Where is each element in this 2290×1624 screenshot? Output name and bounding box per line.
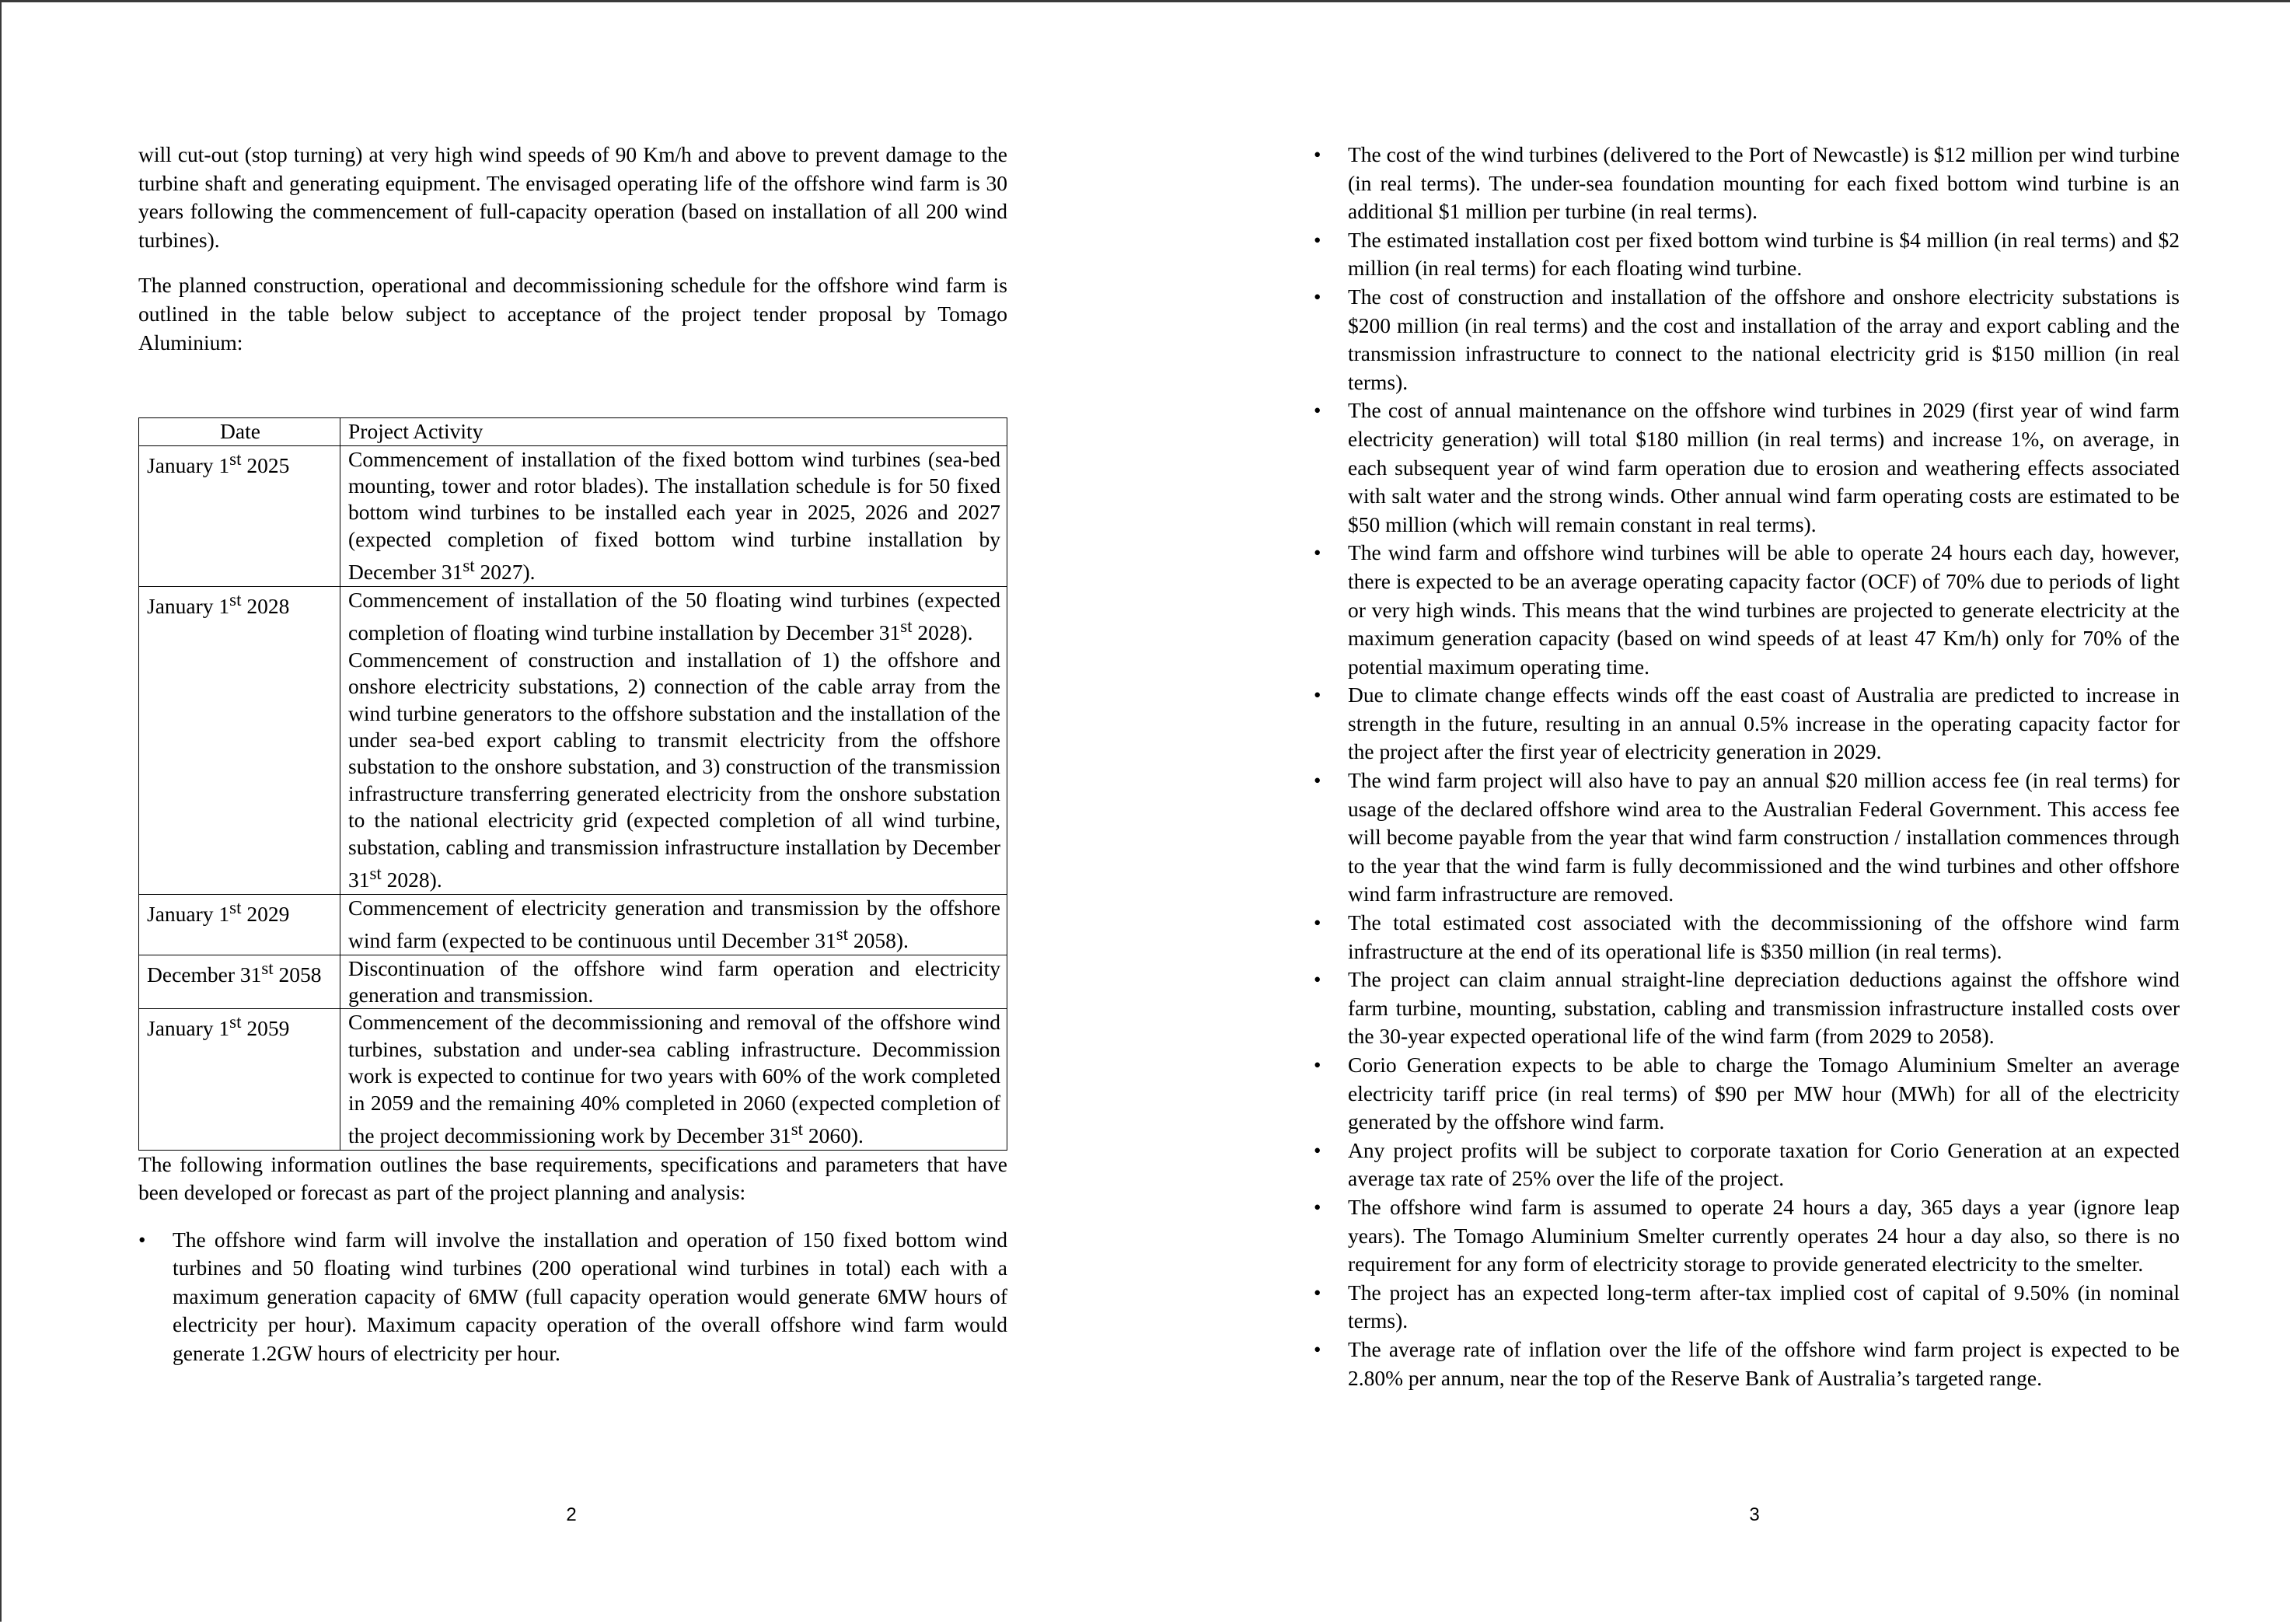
table-header-activity: Project Activity: [340, 418, 1007, 445]
list-item: • The cost of construction and installation of the offshore and onshore electricity substations is $200 million (in real terms) and the cost and installation of the array and export cabling and the transmission infrastructure to connect to the national electricity grid is $150 million (in real terms).: [1314, 283, 2180, 396]
table-cell-activity: Commencement of installation of the fixed bottom wind turbines (sea-bed mounting, tower and rotor blades). The installation schedule is for 50 fixed bottom wind turbines to be installed each year in 2025, 2026 and 2027 (expected completion of fixed bottom wind turbine installation by December 31st 2027).: [340, 445, 1007, 586]
table-cell-date: December 31st 2058: [139, 955, 340, 1009]
table-cell-activity: Commencement of electricity generation and transmission by the offshore wind farm (expected to be continuous until December 31st 2058).: [340, 894, 1007, 955]
list-item: • The project can claim annual straight-line depreciation deductions against the offshore wind farm turbine, mounting, substation, cabling and transmission infrastructure installed costs over the 30-year expected operational life of the wind farm (from 2029 to 2058).: [1314, 966, 2180, 1051]
list-item: • The total estimated cost associated with the decommissioning of the offshore wind farm infrastructure at the end of its operational life is $350 million (in real terms).: [1314, 909, 2180, 966]
page-number: 2: [566, 1504, 577, 1525]
table-cell-activity: Discontinuation of the offshore wind farm operation and electricity generation and transmission.: [340, 955, 1007, 1009]
table-cell-date: January 1st 2028: [139, 586, 340, 894]
schedule-table: [138, 417, 1007, 1150]
table-cell-date: January 1st 2059: [139, 1009, 340, 1150]
table-cell-activity: Commencement of the decommissioning and removal of the offshore wind turbines, substation and under-sea cabling infrastructure. Decommission work is expected to continue for two years with 60% of the work completed in 2059 and the remaining 40% completed in 2060 (expected completion of the project decommissioning work by December 31st 2060).: [340, 1009, 1007, 1150]
table-row: [139, 445, 1007, 586]
list-item: • The average rate of inflation over the life of the offshore wind farm project is expected to be 2.80% per annum, near the top of the Reserve Bank of Australia’s targeted range.: [1314, 1336, 2180, 1392]
table-header-date: Date: [139, 418, 340, 445]
list-item: • The wind farm project will also have to pay an annual $20 million access fee (in real terms) for usage of the declared offshore wind area to the Australian Federal Government. This access fee will become payable from the year that wind farm construction / installation commences through to the year that the wind farm is fully decommissioned and the wind turbines and other offshore wind farm infrastructure are removed.: [1314, 767, 2180, 909]
list-item: • Corio Generation expects to be able to charge the Tomago Aluminium Smelter an average electricity tariff price (in real terms) of $90 per MW hour (MWh) for all of the electricity generated by the offshore wind farm.: [1314, 1051, 2180, 1137]
table-row: [139, 1009, 1007, 1150]
list-item: • Any project profits will be subject to corporate taxation for Corio Generation at an expected average tax rate of 25% over the life of the project.: [1314, 1137, 2180, 1193]
list-item: • The offshore wind farm will involve the installation and operation of 150 fixed bottom wind turbines and 50 floating wind turbines (200 operational wind turbines in total) each with a maximum generation capacity of 6MW (full capacity operation would generate 6MW hours of electricity per hour). Maximum capacity operation of the overall offshore wind farm would generate 1.2GW hours of electricity per hour.: [138, 1226, 1007, 1368]
info-paragraph: The following information outlines the base requirements, specifications and parameters that have been developed or forecast as part of the project planning and analysis:: [138, 1151, 1007, 1205]
page-number: 3: [1749, 1504, 1760, 1525]
list-item: • The estimated installation cost per fixed bottom wind turbine is $4 million (in real terms) and $2 million (in real terms) for each floating wind turbine.: [1314, 226, 2180, 283]
list-item: • The cost of the wind turbines (delivered to the Port of Newcastle) is $12 million per wind turbine (in real terms). The under-sea foundation mounting for each fixed bottom wind turbine is an additional $1 million per turbine (in real terms).: [1314, 141, 2180, 226]
table-cell-date: January 1st 2025: [139, 445, 340, 586]
schedule-paragraph: The planned construction, operational and decommissioning schedule for the offshore wind farm is outlined in the table below subject to acceptance of the project tender proposal by Tomago Aluminium:: [138, 273, 1007, 354]
list-item: • The project has an expected long-term after-tax implied cost of capital of 9.50% (in nominal terms).: [1314, 1279, 2180, 1336]
page-2: [2, 2, 1144, 1624]
list-item: • Due to climate change effects winds off the east coast of Australia are predicted to increase in strength in the future, resulting in an annual 0.5% increase in the operating capacity factor for the project after the first year of electricity generation in 2029.: [1314, 681, 2180, 767]
page-3: [1144, 2, 2290, 1624]
table-cell-activity: Commencement of installation of the 50 floating wind turbines (expected completion of floating wind turbine installation by December 31st 2028). Commencement of construction and installation of 1) the offshore and onshore electricity substations, 2) connection of the cable array from the wind turbine generators to the offshore substation and the installation of the under sea-bed export cabling to transmit electricity from the offshore substation to the onshore substation, and 3) construction of the transmission infrastructure transferring generated electricity from the onshore substation to the national electricity grid (expected completion of all wind turbine, substation, cabling and transmission infrastructure installation by December 31st 2028).: [340, 586, 1007, 894]
table-row: [139, 894, 1007, 955]
list-item: • The cost of annual maintenance on the offshore wind turbines in 2029 (first year of wind farm electricity generation) will total $180 million (in real terms) and increase 1%, on average, in each subsequent year of wind farm operation due to erosion and weathering effects associated with salt water and the strong winds. Other annual wind farm operating costs are estimated to be $50 million (which will remain constant in real terms).: [1314, 396, 2180, 539]
right-bullet-list: [1314, 141, 2180, 1392]
table-row: [139, 586, 1007, 894]
page-2-content: [138, 141, 1007, 1368]
table-header-row: [139, 418, 1007, 445]
table-row: [139, 955, 1007, 1009]
page-3-content: [1314, 141, 2180, 1392]
table-cell-date: January 1st 2029: [139, 894, 340, 955]
list-item: • The wind farm and offshore wind turbines will be able to operate 24 hours each day, however, there is expected to be an average operating capacity factor (OCF) of 70% due to periods of light or very high winds. This means that the wind turbines are projected to generate electricity at the maximum generation capacity (based on wind speeds of at least 47 Km/h) only for 70% of the potential maximum operating time.: [1314, 539, 2180, 681]
table-body: [139, 445, 1007, 1150]
list-item: • The offshore wind farm is assumed to operate 24 hours a day, 365 days a year (ignore leap years). The Tomago Aluminium Smelter currently operates 24 hour a day also, so there is no requirement for any form of electricity storage to provide generated electricity to the smelter.: [1314, 1193, 2180, 1279]
left-bullet-list: [138, 1226, 1007, 1368]
intro-paragraph: will cut-out (stop turning) at very high wind speeds of 90 Km/h and above to prevent damage to the turbine shaft and generating equipment. The envisaged operating life of the offshore wind farm is 30 years following the commencement of full-capacity operation (based on installation of all 200 wind turbines).: [138, 142, 1007, 252]
